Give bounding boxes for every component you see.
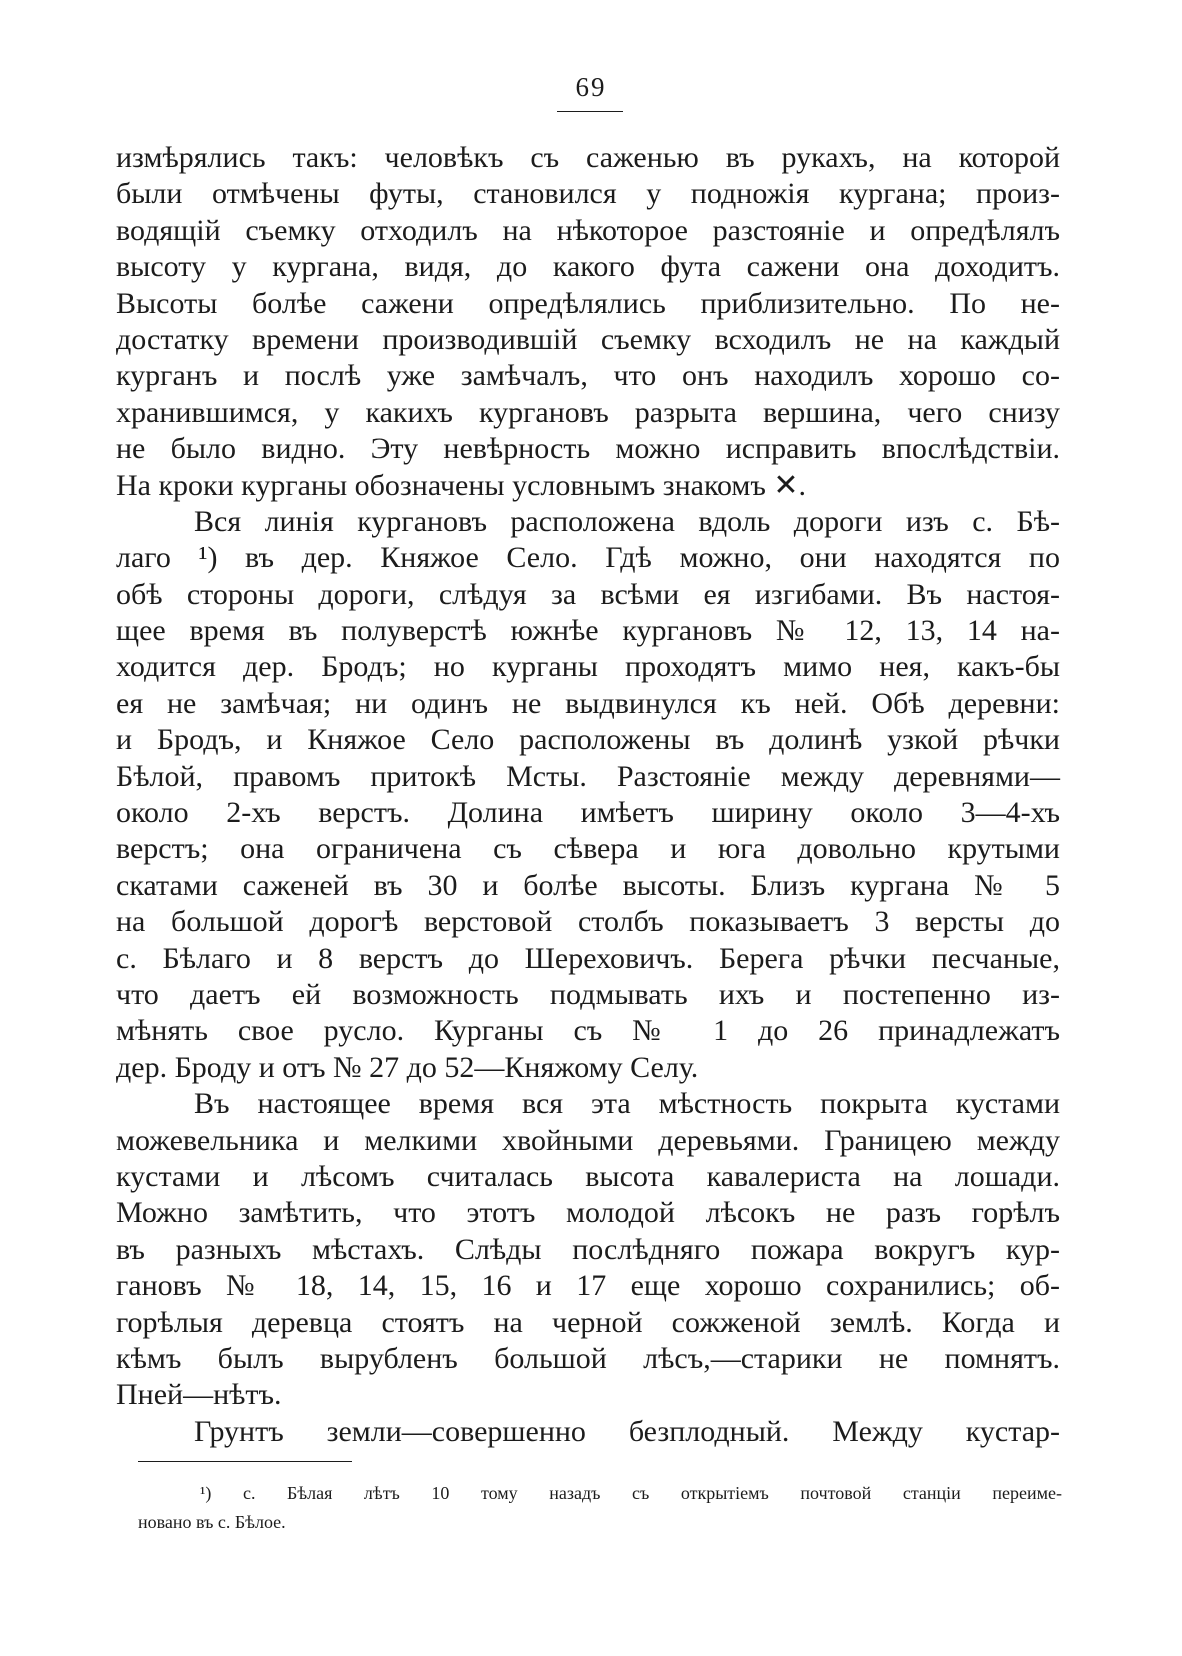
- footnote-line: ¹) с. Бѣлая лѣтъ 10 тому назадъ съ открытіемъ почтовой станціи переиме-: [200, 1483, 1062, 1503]
- text-line: ходится дер. Бродъ; но курганы проходятъ мимо нея, какъ-бы: [116, 650, 1060, 684]
- footnote-block: [138, 1479, 1062, 1537]
- body-text: [116, 140, 1060, 1450]
- text-line: верстъ; она ограничена съ сѣвера и юга довольно крутыми: [116, 832, 1060, 866]
- text-line: скатами саженей въ 30 и болѣе высоты. Близъ кургана № 5: [116, 868, 1060, 902]
- text-line: Высоты болѣе сажени опредѣлялись приблизительно. По не-: [116, 286, 1060, 320]
- text-line: не было видно. Эту невѣрность можно исправить впослѣдствіи.: [116, 432, 1060, 466]
- text-line: дер. Броду и отъ № 27 до 52—Княжому Селу.: [116, 1050, 699, 1084]
- text-line: ея не замѣчая; ни одинъ не выдвинулся къ ней. Обѣ деревни:: [116, 686, 1060, 720]
- text-line: гановъ № 18, 14, 15, 16 и 17 еще хорошо сохранились; об-: [116, 1269, 1060, 1303]
- text-line: с. Бѣлаго и 8 верстъ до Шереховичъ. Берега рѣчки песчаные,: [116, 941, 1060, 975]
- text-line: Пней—нѣтъ.: [116, 1378, 282, 1412]
- page-number-underline: [557, 111, 623, 112]
- text-line: въ разныхъ мѣстахъ. Слѣды послѣдняго пожара вокругъ кур-: [116, 1232, 1060, 1266]
- text-line: можевельника и мелкими хвойными деревьями. Границею между: [116, 1123, 1060, 1157]
- text-line: Въ настоящее время вся эта мѣстность покрыта кустами: [194, 1087, 1060, 1121]
- text-line: достатку времени производившій съемку всходилъ не на каждый: [116, 322, 1060, 356]
- text-line: что даетъ ей возможность подмывать ихъ и постепенно из-: [116, 977, 1060, 1011]
- text-line: На кроки курганы обозначены условнымъ знакомъ ✕.: [116, 468, 807, 502]
- text-line: Можно замѣтить, что этотъ молодой лѣсокъ не разъ горѣлъ: [116, 1196, 1060, 1230]
- text-line: около 2-хъ верстъ. Долина имѣетъ ширину около 3—4-хъ: [116, 796, 1060, 830]
- text-line: и Бродъ, и Княжое Село расположены въ долинѣ узкой рѣчки: [116, 723, 1060, 757]
- text-line: кѣмъ былъ вырубленъ большой лѣсъ,—старики не помнятъ.: [116, 1341, 1060, 1375]
- text-line: на большой дорогѣ верстовой столбъ показываетъ 3 версты до: [116, 905, 1060, 939]
- text-line: Бѣлой, правомъ притокѣ Мсты. Разстояніе между деревнями—: [116, 759, 1060, 793]
- text-line: хранившимся, у какихъ кургановъ разрыта вершина, чего снизу: [116, 395, 1060, 429]
- text-line: измѣрялись такъ: человѣкъ съ саженью въ рукахъ, на которой: [116, 141, 1060, 174]
- text-line: горѣлыя деревца стоятъ на черной сожженой землѣ. Когда и: [116, 1305, 1060, 1339]
- text-line: кустами и лѣсомъ считалась высота кавалериста на лошади.: [116, 1159, 1060, 1193]
- footnote-separator: [138, 1461, 352, 1462]
- text-line: курганъ и послѣ уже замѣчалъ, что онъ находилъ хорошо со-: [116, 359, 1060, 393]
- text-line: высоту у кургана, видя, до какого фута сажени она доходитъ.: [116, 250, 1060, 284]
- text-line: лаго ¹) въ дер. Княжое Село. Гдѣ можно, они находятся по: [116, 541, 1060, 575]
- text-line: мѣнять свое русло. Курганы съ № 1 до 26 принадлежатъ: [116, 1014, 1060, 1048]
- text-line: щее время въ полуверстѣ южнѣе кургановъ № 12, 13, 14 на-: [116, 614, 1060, 648]
- text-line: Вся линія кургановъ расположена вдоль дороги изъ с. Бѣ-: [194, 504, 1060, 538]
- text-line: обѣ стороны дороги, слѣдуя за всѣми ея изгибами. Въ настоя-: [116, 577, 1060, 611]
- text-line: водящій съемку отходилъ на нѣкоторое разстояніе и опредѣлялъ: [116, 213, 1060, 247]
- footnote-line: новано въ с. Бѣлое.: [138, 1512, 286, 1532]
- page-number: 69: [575, 72, 607, 102]
- text-line: Грунтъ земли—совершенно безплодный. Между кустар-: [194, 1414, 1060, 1448]
- text-line: были отмѣчены футы, становился у подножія кургана; произ-: [116, 177, 1060, 211]
